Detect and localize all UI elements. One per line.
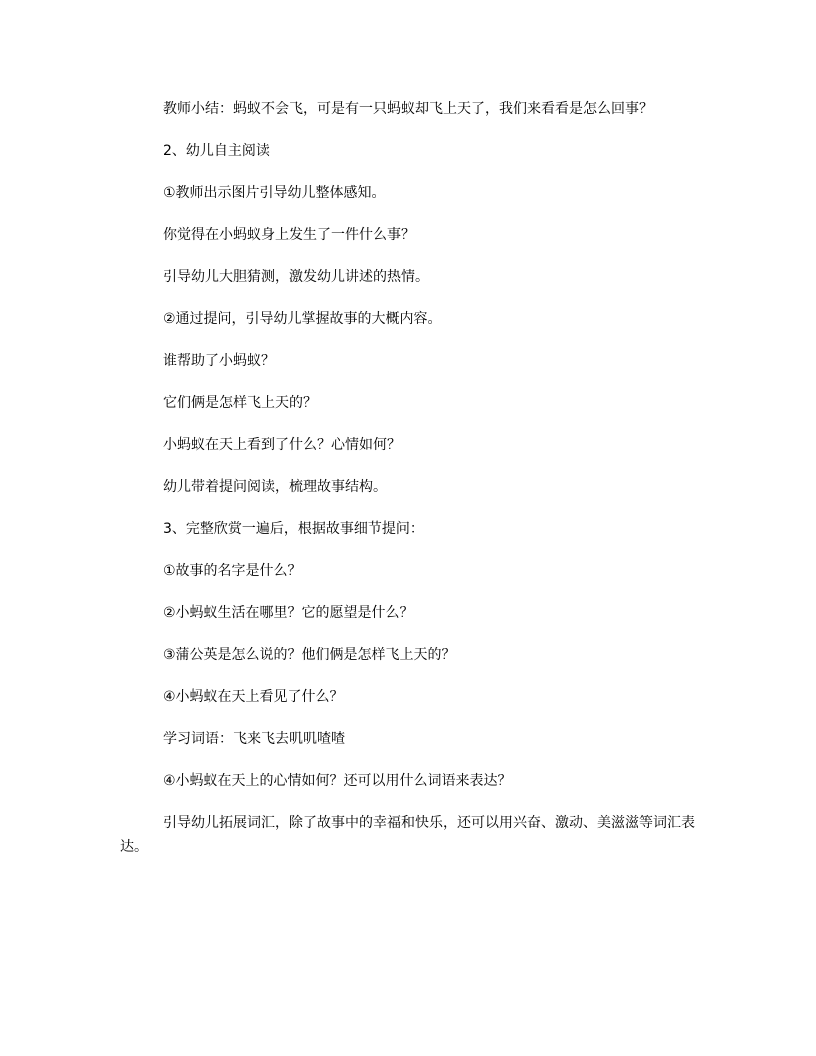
paragraph-guide-guess: 引导幼儿大胆猜测，激发幼儿讲述的热情。 <box>163 269 429 285</box>
paragraph-question: 小蚂蚁在天上看到了什么？心情如何？ <box>163 437 401 453</box>
paragraph-question: ④小蚂蚁在天上的心情如何？还可以用什么词语来表达？ <box>163 773 512 789</box>
paragraph-step-1: ①教师出示图片引导幼儿整体感知。 <box>163 185 386 201</box>
paragraph-question: 谁帮助了小蚂蚁？ <box>163 353 275 369</box>
paragraph-question: ③蒲公英是怎么说的？他们俩是怎样飞上天的？ <box>163 647 456 663</box>
paragraph-question: ②小蚂蚁生活在哪里？它的愿望是什么？ <box>163 605 414 621</box>
paragraph-question: 你觉得在小蚂蚁身上发生了一件什么事？ <box>163 227 415 243</box>
paragraph-question: ④小蚂蚁在天上看见了什么？ <box>163 689 344 705</box>
paragraph-section-2-heading: 2、幼儿自主阅读 <box>163 143 270 159</box>
paragraph-reading-task: 幼儿带着提问阅读，梳理故事结构。 <box>163 479 387 495</box>
paragraph-question: 它们俩是怎样飞上天的？ <box>163 395 317 411</box>
document-body <box>120 97 698 859</box>
paragraph-vocabulary-extension: 引导幼儿拓展词汇，除了故事中的幸福和快乐，还可以用兴奋、激动、美滋滋等词汇表达。 <box>120 815 695 855</box>
paragraph-step-2: ②通过提问，引导幼儿掌握故事的大概内容。 <box>163 311 442 327</box>
paragraph-question: ①故事的名字是什么？ <box>163 563 302 579</box>
paragraph-section-3-heading: 3、完整欣赏一遍后，根据故事细节提问： <box>163 521 424 537</box>
paragraph-teacher-summary: 教师小结：蚂蚁不会飞，可是有一只蚂蚁却飞上天了，我们来看看是怎么回事？ <box>163 101 653 117</box>
paragraph-vocabulary: 学习词语：飞来飞去叽叽喳喳 <box>163 731 345 747</box>
